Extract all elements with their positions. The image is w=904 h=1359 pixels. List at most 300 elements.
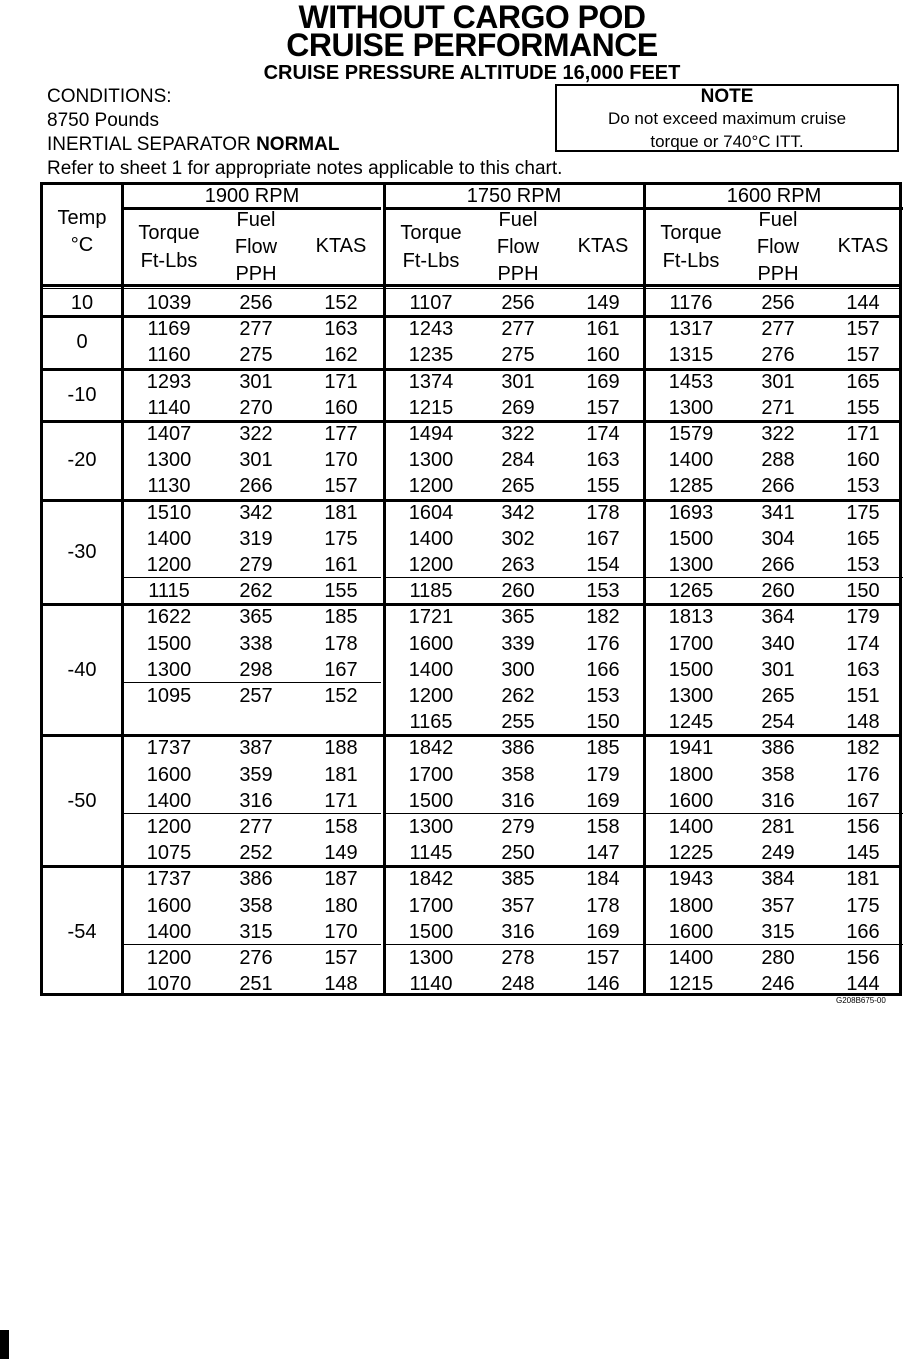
ktas-cell: 163	[846, 658, 880, 681]
fuel-flow-cell: 384	[761, 868, 795, 891]
torque-header-line: Ft-Lbs	[402, 250, 460, 272]
torque-cell: 1500	[668, 658, 714, 681]
torque-cell: 1600	[668, 789, 714, 812]
rpm-group-header: 1900 RPM	[204, 185, 300, 207]
fuel-flow-cell: 266	[761, 554, 795, 576]
conditions-separator	[47, 133, 339, 157]
temp-value: -20	[67, 449, 97, 472]
torque-cell: 1500	[408, 789, 454, 812]
torque-cell: 1315	[668, 344, 714, 367]
fuel-flow-cell: 316	[501, 789, 535, 812]
temp-value: -50	[67, 789, 97, 812]
fuel-flow-cell: 301	[501, 370, 535, 393]
torque-cell: 1700	[408, 763, 454, 786]
ktas-cell: 157	[324, 475, 358, 498]
temp-value: -40	[67, 658, 97, 681]
ktas-cell: 170	[324, 449, 358, 472]
fuel-flow-cell: 284	[501, 449, 535, 472]
temp-value: 10	[70, 292, 94, 315]
torque-cell: 1300	[146, 449, 192, 472]
ktas-cell: 147	[586, 842, 620, 865]
fuel-flow-cell: 357	[761, 894, 795, 917]
ktas-cell: 169	[586, 789, 620, 812]
note-line1: Do not exceed maximum cruise	[607, 109, 847, 128]
ktas-cell: 150	[586, 711, 620, 734]
fuel-flow-cell: 300	[501, 658, 535, 681]
fuel-flow-cell: 262	[239, 580, 273, 603]
torque-cell: 1140	[409, 973, 453, 996]
torque-cell: 1721	[408, 606, 454, 629]
fuel-flow-cell: 341	[761, 501, 795, 524]
ktas-cell: 163	[324, 318, 358, 341]
refer-note: Refer to sheet 1 for appropriate notes applicable to this chart.	[47, 158, 563, 179]
fuel-flow-cell: 340	[761, 632, 795, 655]
torque-cell: 1200	[408, 554, 454, 576]
fuel-flow-cell: 304	[761, 527, 795, 550]
ktas-cell: 146	[586, 973, 620, 996]
torque-cell: 1374	[408, 370, 454, 393]
torque-cell: 1510	[146, 501, 192, 524]
torque-cell: 1169	[147, 318, 191, 341]
torque-cell: 1400	[408, 527, 454, 550]
torque-cell: 1700	[408, 894, 454, 917]
fuel-flow-cell: 256	[761, 292, 795, 314]
chart-subtitle: CRUISE PRESSURE ALTITUDE 16,000 FEET	[263, 62, 681, 84]
ktas-cell: 169	[586, 920, 620, 943]
ktas-cell: 167	[846, 789, 880, 812]
fuel-flow-cell: 316	[761, 789, 795, 812]
fuel-flow-cell: 271	[761, 396, 795, 419]
torque-cell: 1500	[668, 527, 714, 550]
fuel-flow-cell: 322	[761, 423, 795, 445]
ktas-cell: 160	[846, 449, 880, 472]
ktas-cell: 157	[586, 396, 620, 419]
fuel-flow-cell: 260	[501, 580, 535, 603]
ktas-cell: 157	[846, 318, 880, 341]
fuel-flow-header	[738, 207, 818, 288]
separator-value: NORMAL	[256, 134, 340, 155]
torque-cell: 1842	[408, 868, 454, 891]
torque-cell: 1693	[668, 501, 714, 524]
fuel-flow-cell: 277	[239, 318, 273, 341]
fuel-flow-cell: 365	[239, 606, 273, 629]
ktas-cell: 185	[324, 606, 358, 629]
ktas-cell: 167	[324, 658, 358, 681]
torque-cell: 1200	[146, 554, 192, 576]
ktas-cell: 178	[586, 501, 620, 524]
fuel-flow-cell: 251	[239, 973, 273, 996]
ktas-cell: 176	[846, 763, 880, 786]
torque-cell: 1453	[668, 370, 714, 393]
fuel-flow-header	[478, 207, 558, 288]
fuel-flow-cell: 250	[501, 842, 535, 865]
ktas-cell: 155	[586, 475, 620, 498]
fuel-flow-header-line: Fuel	[498, 209, 538, 231]
torque-cell: 1494	[408, 423, 454, 445]
torque-cell: 1604	[408, 501, 454, 524]
fuel-flow-cell: 302	[501, 527, 535, 550]
torque-cell: 1225	[668, 842, 714, 865]
torque-cell: 1500	[408, 920, 454, 943]
torque-header	[646, 219, 736, 275]
torque-cell: 1579	[668, 423, 714, 445]
separator-prefix: INERTIAL SEPARATOR	[47, 134, 257, 155]
conditions-weight: 8750 Pounds	[47, 110, 159, 131]
fuel-flow-cell: 386	[761, 737, 795, 760]
ktas-cell: 153	[846, 475, 880, 498]
fuel-flow-cell: 252	[239, 842, 273, 865]
fuel-flow-cell: 262	[501, 685, 535, 707]
ktas-cell: 181	[324, 763, 358, 786]
ktas-cell: 155	[846, 396, 880, 419]
fuel-flow-cell: 342	[501, 501, 535, 524]
ktas-cell: 165	[846, 370, 880, 393]
torque-cell: 1300	[668, 554, 714, 576]
torque-cell: 1200	[408, 475, 454, 498]
torque-cell: 1400	[668, 816, 714, 838]
chart-title-line2: CRUISE PERFORMANCE	[286, 27, 658, 63]
fuel-flow-cell: 386	[501, 737, 535, 760]
temp-header-unit: °C	[70, 234, 94, 256]
torque-cell: 1235	[408, 344, 454, 367]
torque-cell: 1130	[147, 475, 191, 498]
fuel-flow-cell: 338	[239, 632, 273, 655]
fuel-flow-cell: 254	[761, 711, 795, 734]
ktas-header: KTAS	[315, 235, 367, 257]
torque-cell: 1300	[668, 396, 714, 419]
ktas-header: KTAS	[837, 235, 889, 257]
fuel-flow-cell: 315	[239, 920, 273, 943]
torque-cell: 1943	[668, 868, 714, 891]
torque-cell: 1293	[146, 370, 192, 393]
conditions-block	[47, 85, 339, 157]
torque-cell: 1500	[146, 632, 192, 655]
ktas-cell: 157	[846, 344, 880, 367]
fuel-flow-cell: 260	[761, 580, 795, 603]
temp-value: -54	[67, 920, 97, 943]
fuel-flow-header-line: PPH	[757, 263, 799, 285]
fuel-flow-cell: 301	[239, 370, 273, 393]
note-title: NOTE	[700, 86, 754, 107]
row-subdivider	[386, 577, 643, 578]
temp-value: -30	[67, 541, 97, 563]
torque-cell: 1300	[408, 947, 454, 969]
torque-cell: 1317	[668, 318, 714, 341]
ktas-cell: 160	[586, 344, 620, 367]
conditions-label: CONDITIONS:	[47, 86, 172, 107]
ktas-cell: 166	[586, 658, 620, 681]
fuel-flow-cell: 270	[239, 396, 273, 419]
torque-cell: 1075	[146, 842, 192, 865]
torque-cell: 1600	[146, 894, 192, 917]
fuel-flow-cell: 301	[761, 658, 795, 681]
chart-title-line1: WITHOUT CARGO POD	[298, 0, 646, 35]
ktas-cell: 151	[846, 685, 880, 707]
fuel-flow-header-line: PPH	[235, 263, 277, 285]
torque-cell: 1842	[408, 737, 454, 760]
torque-cell: 1300	[408, 449, 454, 472]
ktas-cell: 181	[846, 868, 880, 891]
ktas-cell: 177	[324, 423, 358, 445]
torque-cell: 1300	[408, 816, 454, 838]
torque-cell: 1800	[668, 763, 714, 786]
ktas-cell: 174	[846, 632, 880, 655]
ktas-cell: 176	[586, 632, 620, 655]
ktas-cell: 179	[846, 606, 880, 629]
torque-cell: 1600	[146, 763, 192, 786]
torque-cell: 1165	[409, 711, 453, 734]
torque-cell: 1185	[409, 580, 453, 603]
fuel-flow-cell: 357	[501, 894, 535, 917]
ktas-cell: 185	[586, 737, 620, 760]
ktas-cell: 178	[586, 894, 620, 917]
fuel-flow-cell: 257	[239, 685, 273, 707]
torque-cell: 1200	[146, 816, 192, 838]
torque-cell: 1600	[668, 920, 714, 943]
row-subdivider	[646, 944, 903, 945]
ktas-cell: 148	[324, 973, 358, 996]
torque-header-line: Ft-Lbs	[662, 250, 720, 272]
ktas-cell: 156	[846, 816, 880, 838]
ktas-cell: 144	[846, 973, 880, 996]
fuel-flow-cell: 358	[761, 763, 795, 786]
ktas-cell: 163	[586, 449, 620, 472]
ktas-cell: 175	[846, 501, 880, 524]
torque-cell: 1622	[146, 606, 192, 629]
torque-header-line: Ft-Lbs	[140, 250, 198, 272]
ktas-cell: 152	[324, 685, 358, 707]
ktas-cell: 161	[324, 554, 358, 576]
torque-header	[386, 219, 476, 275]
torque-cell: 1285	[668, 475, 714, 498]
row-subdivider	[124, 944, 381, 945]
fuel-flow-cell: 322	[239, 423, 273, 445]
row-subdivider	[386, 944, 643, 945]
ktas-cell: 171	[324, 789, 358, 812]
torque-cell: 1140	[147, 396, 191, 419]
ktas-cell: 153	[586, 685, 620, 707]
fuel-flow-cell: 277	[239, 816, 273, 838]
ktas-cell: 175	[324, 527, 358, 550]
temp-header-label: Temp	[57, 207, 107, 229]
ktas-cell: 179	[586, 763, 620, 786]
ktas-cell: 153	[586, 580, 620, 603]
note-box	[555, 84, 899, 152]
ktas-cell: 169	[586, 370, 620, 393]
fuel-flow-cell: 266	[761, 475, 795, 498]
fuel-flow-header-line: Flow	[234, 236, 278, 258]
fuel-flow-cell: 277	[761, 318, 795, 341]
torque-cell: 1115	[148, 580, 190, 603]
torque-cell: 1200	[408, 685, 454, 707]
row-subdivider	[124, 813, 381, 814]
ktas-cell: 152	[324, 292, 358, 314]
torque-cell: 1800	[668, 894, 714, 917]
column-divider	[643, 185, 646, 993]
torque-cell: 1400	[408, 658, 454, 681]
fuel-flow-cell: 365	[501, 606, 535, 629]
fuel-flow-cell: 364	[761, 606, 795, 629]
fuel-flow-cell: 359	[239, 763, 273, 786]
ktas-cell: 171	[324, 370, 358, 393]
torque-header-line: Torque	[660, 222, 722, 244]
ktas-cell: 175	[846, 894, 880, 917]
torque-cell: 1215	[668, 973, 714, 996]
fuel-flow-cell: 358	[239, 894, 273, 917]
torque-header-line: Torque	[400, 222, 462, 244]
torque-cell: 1300	[146, 658, 192, 681]
rpm-group-header: 1750 RPM	[466, 185, 562, 207]
fuel-flow-header-line: Fuel	[758, 209, 798, 231]
torque-cell: 1243	[408, 318, 454, 341]
row-subdivider	[124, 577, 381, 578]
ktas-cell: 166	[846, 920, 880, 943]
ktas-cell: 149	[324, 842, 358, 865]
torque-cell: 1941	[668, 737, 714, 760]
ktas-cell: 158	[324, 816, 358, 838]
ktas-cell: 165	[846, 527, 880, 550]
ktas-cell: 187	[324, 868, 358, 891]
ktas-cell: 178	[324, 632, 358, 655]
torque-cell: 1737	[146, 868, 192, 891]
torque-cell: 1245	[668, 711, 714, 734]
ktas-cell: 161	[586, 318, 620, 341]
torque-cell: 1200	[146, 947, 192, 969]
ktas-cell: 171	[846, 423, 880, 445]
fuel-flow-cell: 339	[501, 632, 535, 655]
torque-cell: 1300	[668, 685, 714, 707]
ktas-cell: 148	[846, 711, 880, 734]
fuel-flow-cell: 249	[761, 842, 795, 865]
ktas-cell: 157	[324, 947, 358, 969]
ktas-cell: 157	[586, 947, 620, 969]
torque-cell: 1215	[408, 396, 454, 419]
page-edge-mark	[0, 1330, 9, 1359]
row-subdivider	[646, 813, 903, 814]
fuel-flow-cell: 275	[239, 344, 273, 367]
torque-cell: 1400	[146, 789, 192, 812]
torque-cell: 1600	[408, 632, 454, 655]
torque-cell: 1145	[409, 842, 453, 865]
fuel-flow-cell: 276	[761, 344, 795, 367]
fuel-flow-cell: 342	[239, 501, 273, 524]
ktas-cell: 182	[586, 606, 620, 629]
fuel-flow-header-line: Flow	[496, 236, 540, 258]
torque-cell: 1400	[146, 527, 192, 550]
fuel-flow-cell: 256	[239, 292, 273, 314]
ktas-cell: 149	[586, 292, 620, 314]
torque-cell: 1070	[146, 973, 192, 996]
header-divider-thin	[43, 288, 899, 289]
ktas-cell: 160	[324, 396, 358, 419]
fuel-flow-cell: 269	[501, 396, 535, 419]
fuel-flow-header	[216, 207, 296, 288]
fuel-flow-cell: 279	[239, 554, 273, 576]
ktas-cell: 150	[846, 580, 880, 603]
temp-header	[43, 205, 121, 259]
torque-cell: 1400	[668, 947, 714, 969]
ktas-cell: 170	[324, 920, 358, 943]
fuel-flow-cell: 266	[239, 475, 273, 498]
cruise-performance-table	[40, 182, 902, 996]
ktas-cell: 182	[846, 737, 880, 760]
fuel-flow-cell: 276	[239, 947, 273, 969]
ktas-cell: 188	[324, 737, 358, 760]
fuel-flow-cell: 279	[501, 816, 535, 838]
torque-cell: 1160	[147, 344, 191, 367]
ktas-cell: 162	[324, 344, 358, 367]
fuel-flow-cell: 298	[239, 658, 273, 681]
fuel-flow-cell: 256	[501, 292, 535, 314]
fuel-flow-header-line: PPH	[497, 263, 539, 285]
fuel-flow-cell: 358	[501, 763, 535, 786]
torque-cell: 1813	[668, 606, 714, 629]
column-divider	[383, 185, 386, 993]
fuel-flow-cell: 301	[761, 370, 795, 393]
temp-value: 0	[76, 331, 88, 354]
fuel-flow-cell: 255	[501, 711, 535, 734]
fuel-flow-header-line: Fuel	[236, 209, 276, 231]
fuel-flow-cell: 265	[501, 475, 535, 498]
fuel-flow-cell: 316	[239, 789, 273, 812]
fuel-flow-cell: 315	[761, 920, 795, 943]
torque-cell: 1737	[146, 737, 192, 760]
fuel-flow-cell: 322	[501, 423, 535, 445]
fuel-flow-cell: 280	[761, 947, 795, 969]
torque-cell: 1700	[668, 632, 714, 655]
ktas-cell: 174	[586, 423, 620, 445]
ktas-cell: 181	[324, 501, 358, 524]
rpm-group-header: 1600 RPM	[726, 185, 822, 207]
torque-cell: 1400	[668, 449, 714, 472]
fuel-flow-cell: 248	[501, 973, 535, 996]
fuel-flow-cell: 385	[501, 868, 535, 891]
ktas-cell: 145	[846, 842, 880, 865]
torque-header-line: Torque	[138, 222, 200, 244]
fuel-flow-cell: 387	[239, 737, 273, 760]
ktas-cell: 155	[324, 580, 358, 603]
ktas-cell: 180	[324, 894, 358, 917]
row-subdivider	[646, 577, 903, 578]
temp-value: -10	[67, 383, 97, 406]
note-line2: torque or 740°C ITT.	[650, 132, 804, 151]
torque-cell: 1039	[146, 292, 192, 314]
fuel-flow-cell: 263	[501, 554, 535, 576]
ktas-cell: 154	[586, 554, 620, 576]
figure-code: G208B675-00	[836, 996, 886, 1005]
ktas-header: KTAS	[577, 235, 629, 257]
fuel-flow-header-line: Flow	[756, 236, 800, 258]
fuel-flow-cell: 246	[761, 973, 795, 996]
fuel-flow-cell: 281	[761, 816, 795, 838]
torque-cell: 1095	[146, 685, 192, 707]
fuel-flow-cell: 288	[761, 449, 795, 472]
fuel-flow-cell: 301	[239, 449, 273, 472]
ktas-cell: 158	[586, 816, 620, 838]
fuel-flow-cell: 275	[501, 344, 535, 367]
torque-cell: 1407	[146, 423, 192, 445]
ktas-cell: 156	[846, 947, 880, 969]
fuel-flow-cell: 316	[501, 920, 535, 943]
torque-cell: 1107	[409, 292, 453, 314]
column-divider	[121, 185, 124, 993]
fuel-flow-cell: 265	[761, 685, 795, 707]
fuel-flow-cell: 277	[501, 318, 535, 341]
torque-cell: 1400	[146, 920, 192, 943]
fuel-flow-cell: 386	[239, 868, 273, 891]
ktas-cell: 167	[586, 527, 620, 550]
fuel-flow-cell: 278	[501, 947, 535, 969]
